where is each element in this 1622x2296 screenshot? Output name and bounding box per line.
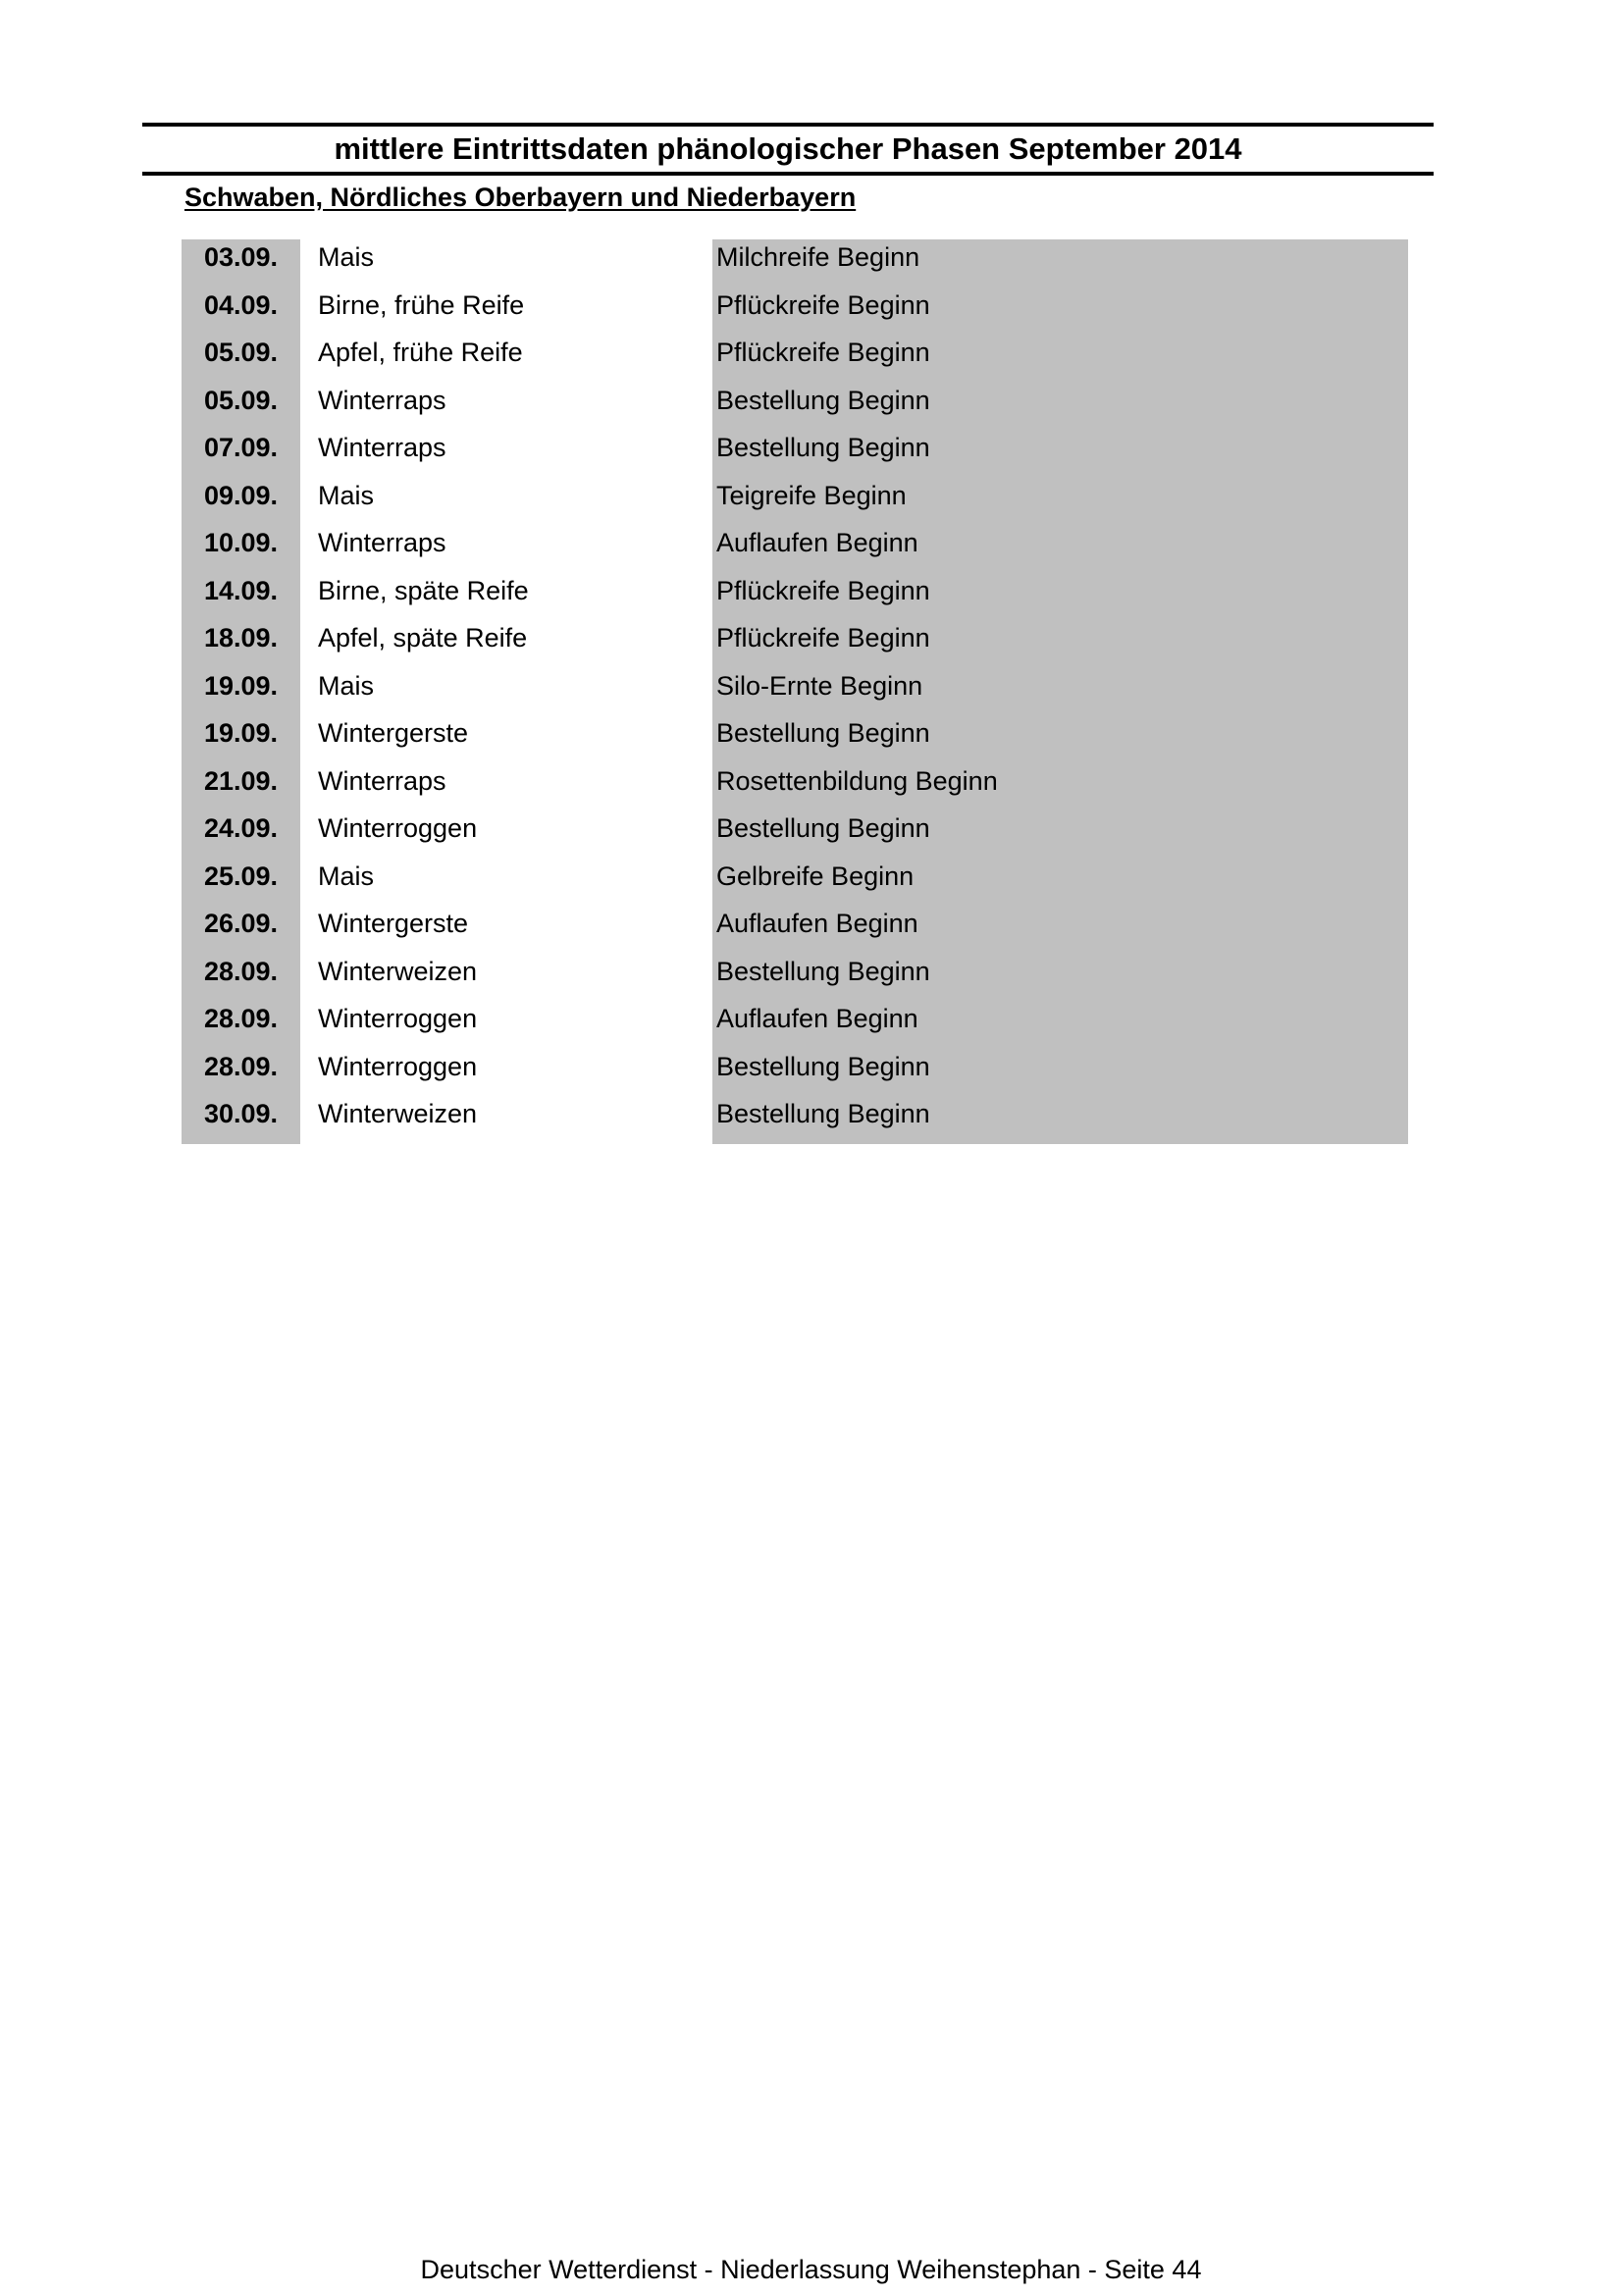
- row-phase: Pflückreife Beginn: [716, 575, 930, 605]
- row-phase: Pflückreife Beginn: [716, 338, 930, 367]
- row-date: 07.09.: [203, 433, 279, 462]
- row-date: 05.09.: [203, 338, 279, 367]
- table-row: [0, 715, 1622, 763]
- row-phase: Pflückreife Beginn: [716, 623, 930, 652]
- table-row: [0, 287, 1622, 336]
- row-plant: Winterraps: [318, 433, 446, 462]
- table-row: [0, 478, 1622, 526]
- row-plant: Apfel, späte Reife: [318, 623, 528, 652]
- row-plant: Wintergerste: [318, 718, 469, 748]
- row-date: 26.09.: [203, 909, 279, 938]
- row-plant: Mais: [318, 480, 375, 510]
- table-row: [0, 1049, 1622, 1097]
- row-date: 14.09.: [203, 575, 279, 605]
- row-date: 03.09.: [203, 242, 279, 272]
- row-plant: Apfel, frühe Reife: [318, 338, 523, 367]
- row-phase: Bestellung Beginn: [716, 1099, 930, 1128]
- title-top-rule: [142, 123, 1434, 127]
- row-phase: Bestellung Beginn: [716, 813, 930, 843]
- table-row: [0, 620, 1622, 668]
- row-date: 25.09.: [203, 861, 279, 891]
- row-plant: Winterweizen: [318, 1099, 478, 1128]
- row-date: 28.09.: [203, 956, 279, 986]
- row-plant: Birne, späte Reife: [318, 575, 529, 605]
- table-row: [0, 763, 1622, 811]
- row-phase: Bestellung Beginn: [716, 718, 930, 748]
- row-plant: Mais: [318, 861, 375, 891]
- row-phase: Bestellung Beginn: [716, 385, 930, 415]
- row-phase: Auflaufen Beginn: [716, 1004, 918, 1033]
- row-date: 24.09.: [203, 813, 279, 843]
- table-row: [0, 1096, 1622, 1144]
- page-footer: Deutscher Wetterdienst - Niederlassung Weihenstephan - Seite 44: [420, 2255, 1202, 2284]
- table-row: [0, 906, 1622, 954]
- row-phase: Bestellung Beginn: [716, 956, 930, 986]
- region-heading: Schwaben, Nördliches Oberbayern und Niederbayern: [184, 183, 857, 212]
- table-row: [0, 335, 1622, 383]
- row-phase: Milchreife Beginn: [716, 242, 920, 272]
- row-plant: Winterroggen: [318, 1004, 478, 1033]
- row-phase: Silo-Ernte Beginn: [716, 670, 923, 701]
- row-date: 10.09.: [203, 528, 279, 557]
- row-phase: Auflaufen Beginn: [716, 909, 918, 938]
- row-date: 19.09.: [203, 670, 279, 701]
- table-row: [0, 525, 1622, 573]
- table-row: [0, 430, 1622, 478]
- row-date: 30.09.: [203, 1099, 279, 1128]
- table-row: [0, 239, 1622, 287]
- row-phase: Rosettenbildung Beginn: [716, 765, 998, 796]
- row-phase: Bestellung Beginn: [716, 1051, 930, 1081]
- row-date: 28.09.: [203, 1004, 279, 1033]
- title-bottom-rule: [142, 172, 1434, 176]
- row-date: 18.09.: [203, 623, 279, 652]
- row-plant: Winterweizen: [318, 956, 478, 986]
- row-date: 04.09.: [203, 289, 279, 320]
- row-phase: Auflaufen Beginn: [716, 528, 918, 557]
- row-phase: Teigreife Beginn: [716, 480, 907, 510]
- row-date: 19.09.: [203, 718, 279, 748]
- row-plant: Winterroggen: [318, 1051, 478, 1081]
- phenology-table: [0, 239, 1622, 1144]
- row-plant: Winterraps: [318, 385, 446, 415]
- table-row: [0, 573, 1622, 621]
- row-plant: Winterraps: [318, 765, 446, 796]
- table-row: [0, 810, 1622, 859]
- table-row: [0, 859, 1622, 907]
- row-date: 21.09.: [203, 765, 279, 796]
- table-row: [0, 1001, 1622, 1049]
- row-plant: Winterraps: [318, 528, 446, 557]
- row-plant: Mais: [318, 670, 375, 701]
- row-date: 09.09.: [203, 480, 279, 510]
- table-row: [0, 383, 1622, 431]
- row-date: 05.09.: [203, 385, 279, 415]
- row-phase: Bestellung Beginn: [716, 433, 930, 462]
- page-title: mittlere Eintrittsdaten phänologischer Phasen September 2014: [334, 131, 1242, 166]
- row-date: 28.09.: [203, 1051, 279, 1081]
- row-plant: Winterroggen: [318, 813, 478, 843]
- row-plant: Birne, frühe Reife: [318, 289, 525, 320]
- row-plant: Wintergerste: [318, 909, 469, 938]
- row-plant: Mais: [318, 242, 375, 272]
- row-phase: Pflückreife Beginn: [716, 289, 930, 320]
- table-row: [0, 954, 1622, 1002]
- table-row: [0, 668, 1622, 716]
- row-phase: Gelbreife Beginn: [716, 861, 915, 891]
